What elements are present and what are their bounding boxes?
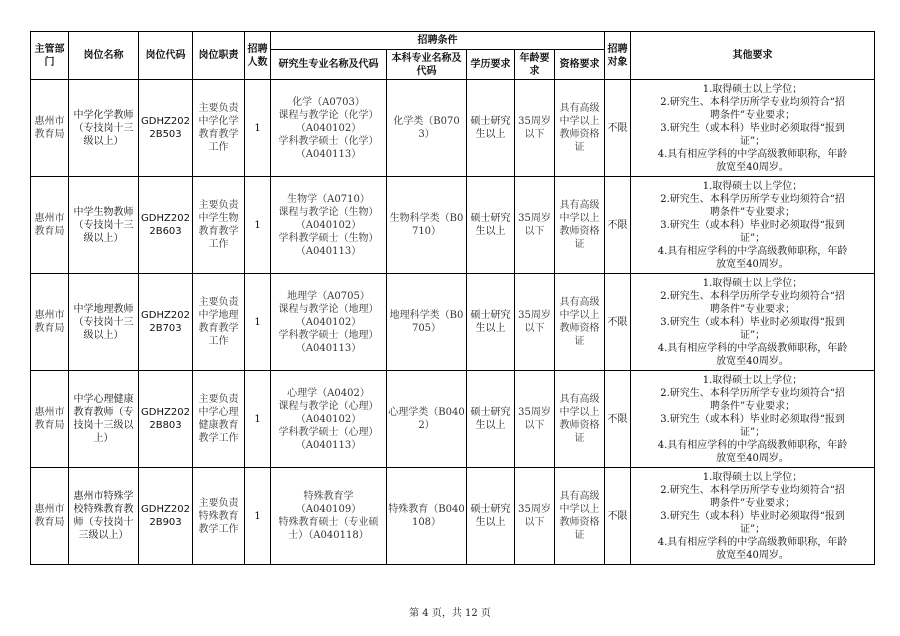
qualification-cell: 具有高级中学以上教师资格证 <box>555 468 605 565</box>
col-position-name-header: 岗位名称 <box>69 32 139 80</box>
col-qualification-header: 资格要求 <box>555 50 605 80</box>
cell-line: 士）（A040118） <box>288 530 369 541</box>
page-footer: 第 4 页，共 12 页 <box>409 608 491 619</box>
education-cell: 硕士研究生以上 <box>467 371 515 468</box>
col-other-header: 其他要求 <box>631 32 875 80</box>
cell-line: 聘条件”专业要求； <box>709 400 796 412</box>
qualification-cell: 具有高级中学以上教师资格证 <box>555 274 605 371</box>
count-cell: 1 <box>245 371 271 468</box>
cell-line: 证”； <box>739 426 766 438</box>
age-cell: 35周岁以下 <box>515 274 555 371</box>
position-name-cell: 惠州市特殊学校特殊教育教师（专技岗十三级以上） <box>69 468 139 565</box>
cell-line: 证”； <box>739 135 766 147</box>
cell-line: 2.研究生、本科学历所学专业均须符合“招 <box>660 193 845 205</box>
target-cell: 不限 <box>605 80 631 177</box>
cell-line: （A040102） <box>295 122 362 134</box>
cell-line: 1.取得硕士以上学位； <box>702 180 803 192</box>
position-code-cell: GDHZ2022B803 <box>139 371 193 468</box>
cell-line: 4.具有相应学科的中学高级教师职称，年龄 <box>657 536 848 548</box>
col-education-header: 学历要求 <box>467 50 515 80</box>
cell-line: 特殊教育硕士（专业硕 <box>278 517 379 528</box>
cell-line: 聘条件”专业要求； <box>709 109 796 121</box>
table-row <box>31 177 875 274</box>
cell-line: 3.研究生（或本科）毕业时必须取得“报到 <box>660 413 845 425</box>
table-row <box>31 80 875 177</box>
cell-line: 证”； <box>739 523 766 535</box>
cell-line: 生物学（A0710） <box>287 193 370 205</box>
cell-line: 课程与教学论（地理） <box>278 303 379 315</box>
target-cell: 不限 <box>605 274 631 371</box>
grad-major-cell <box>271 371 387 468</box>
cell-line: 1.取得硕士以上学位； <box>702 277 803 289</box>
qualification-cell: 具有高级中学以上教师资格证 <box>555 177 605 274</box>
education-cell: 硕士研究生以上 <box>467 80 515 177</box>
cell-line: 2.研究生、本科学历所学专业均须符合“招 <box>660 484 845 496</box>
table-header <box>31 32 875 80</box>
cell-line: 4.具有相应学科的中学高级教师职称，年龄 <box>657 439 848 451</box>
cell-line: 心理学（A0402） <box>287 387 370 399</box>
duties-cell: 主要负责中学地理教育教学工作 <box>193 274 245 371</box>
col-grad-major-header: 研究生专业名称及代码 <box>271 50 387 80</box>
position-code-cell: GDHZ2022B603 <box>139 177 193 274</box>
cell-line: （A040102） <box>295 316 362 328</box>
cell-line: （A040113） <box>295 342 362 354</box>
dept-cell: 惠州市教育局 <box>31 274 69 371</box>
cell-line: 2.研究生、本科学历所学专业均须符合“招 <box>660 96 845 108</box>
target-cell: 不限 <box>605 177 631 274</box>
cell-line: 1.取得硕士以上学位； <box>702 471 803 483</box>
age-cell: 35周岁以下 <box>515 177 555 274</box>
dept-cell: 惠州市教育局 <box>31 371 69 468</box>
cell-line: 3.研究生（或本科）毕业时必须取得“报到 <box>660 510 845 522</box>
col-undergrad-major-header: 本科专业名称及代码 <box>387 50 467 80</box>
dept-cell: 惠州市教育局 <box>31 177 69 274</box>
cell-line: 放宽至40周岁。 <box>716 452 789 464</box>
cell-line: 放宽至40周岁。 <box>716 549 789 561</box>
position-code-cell: GDHZ2022B703 <box>139 274 193 371</box>
undergrad-major-cell: 心理学类（B0402） <box>387 371 467 468</box>
undergrad-major-cell: 特殊教育（B040108） <box>387 468 467 565</box>
cell-line: 4.具有相应学科的中学高级教师职称，年龄 <box>657 342 848 354</box>
other-requirements-cell <box>631 80 875 177</box>
cell-line: （A040102） <box>295 219 362 231</box>
table-row <box>31 468 875 565</box>
count-cell: 1 <box>245 177 271 274</box>
cell-line: 2.研究生、本科学历所学专业均须符合“招 <box>660 290 845 302</box>
other-requirements-cell <box>631 177 875 274</box>
position-name-cell: 中学心理健康教育教师（专技岗十三级以上） <box>69 371 139 468</box>
position-name-cell: 中学地理教师（专技岗十三级以上） <box>69 274 139 371</box>
col-position-code-header: 岗位代码 <box>139 32 193 80</box>
col-target-header: 招聘对象 <box>605 32 631 80</box>
undergrad-major-cell: 生物科学类（B0710） <box>387 177 467 274</box>
cell-line: （A040113） <box>295 148 362 160</box>
cell-line: 放宽至40周岁。 <box>716 355 789 367</box>
age-cell: 35周岁以下 <box>515 371 555 468</box>
cell-line: 1.取得硕士以上学位； <box>702 83 803 95</box>
target-cell: 不限 <box>605 468 631 565</box>
cell-line: 课程与教学论（化学） <box>278 109 379 121</box>
cell-line: 4.具有相应学科的中学高级教师职称，年龄 <box>657 245 848 257</box>
education-cell: 硕士研究生以上 <box>467 274 515 371</box>
count-cell: 1 <box>245 468 271 565</box>
count-cell: 1 <box>245 80 271 177</box>
education-cell: 硕士研究生以上 <box>467 468 515 565</box>
dept-cell: 惠州市教育局 <box>31 80 69 177</box>
undergrad-major-cell: 化学类（B0703） <box>387 80 467 177</box>
position-code-cell: GDHZ2022B503 <box>139 80 193 177</box>
recruitment-table <box>30 31 875 565</box>
cell-line: 3.研究生（或本科）毕业时必须取得“报到 <box>660 316 845 328</box>
table-row <box>31 274 875 371</box>
col-dept-header: 主管部门 <box>31 32 69 80</box>
education-cell: 硕士研究生以上 <box>467 177 515 274</box>
qualification-cell: 具有高级中学以上教师资格证 <box>555 371 605 468</box>
age-cell: 35周岁以下 <box>515 80 555 177</box>
duties-cell: 主要负责中学化学教育教学工作 <box>193 80 245 177</box>
duties-cell: 主要负责中学生物教育教学工作 <box>193 177 245 274</box>
col-age-header: 年龄要求 <box>515 50 555 80</box>
cell-line: 学科教学硕士（化学） <box>278 135 379 147</box>
cell-line: 课程与教学论（生物） <box>278 206 379 218</box>
cell-line: 3.研究生（或本科）毕业时必须取得“报到 <box>660 122 845 134</box>
cell-line: （A040113） <box>295 439 362 451</box>
grad-major-cell <box>271 274 387 371</box>
position-code-cell: GDHZ2022B903 <box>139 468 193 565</box>
position-name-cell: 中学化学教师（专技岗十三级以上） <box>69 80 139 177</box>
cell-line: 放宽至40周岁。 <box>716 161 789 173</box>
cell-line: （A040113） <box>295 245 362 257</box>
qualification-cell: 具有高级中学以上教师资格证 <box>555 80 605 177</box>
cell-line: 聘条件”专业要求； <box>709 206 796 218</box>
cell-line: （A040109） <box>295 504 362 515</box>
other-requirements-cell <box>631 371 875 468</box>
cell-line: 学科教学硕士（地理） <box>278 329 379 341</box>
undergrad-major-cell: 地理科学类（B0705） <box>387 274 467 371</box>
cell-line: 化学（A0703） <box>292 96 365 108</box>
conditions-group-header: 招聘条件 <box>271 32 605 50</box>
grad-major-cell <box>271 177 387 274</box>
col-duties-header: 岗位职责 <box>193 32 245 80</box>
grad-major-cell <box>271 80 387 177</box>
duties-cell: 主要负责中学心理健康教育教学工作 <box>193 371 245 468</box>
dept-cell: 惠州市教育局 <box>31 468 69 565</box>
cell-line: 课程与教学论（心理） <box>278 400 379 412</box>
count-cell: 1 <box>245 274 271 371</box>
cell-line: 学科教学硕士（生物） <box>278 232 379 244</box>
table-row <box>31 371 875 468</box>
target-cell: 不限 <box>605 371 631 468</box>
cell-line: 聘条件”专业要求； <box>709 497 796 509</box>
cell-line: 证”； <box>739 329 766 341</box>
other-requirements-cell <box>631 274 875 371</box>
cell-line: （A040102） <box>295 413 362 425</box>
cell-line: 证”； <box>739 232 766 244</box>
duties-cell: 主要负责特殊教育教学工作 <box>193 468 245 565</box>
cell-line: 特殊教育学 <box>303 491 354 502</box>
cell-line: 聘条件”专业要求； <box>709 303 796 315</box>
cell-line: 3.研究生（或本科）毕业时必须取得“报到 <box>660 219 845 231</box>
cell-line: 学科教学硕士（心理） <box>278 426 379 438</box>
cell-line: 2.研究生、本科学历所学专业均须符合“招 <box>660 387 845 399</box>
cell-line: 1.取得硕士以上学位； <box>702 374 803 386</box>
grad-major-cell <box>271 468 387 565</box>
cell-line: 地理学（A0705） <box>287 290 370 302</box>
table-body <box>31 80 875 565</box>
position-name-cell: 中学生物教师（专技岗十三级以上） <box>69 177 139 274</box>
age-cell: 35周岁以下 <box>515 468 555 565</box>
col-count-header: 招聘人数 <box>245 32 271 80</box>
other-requirements-cell <box>631 468 875 565</box>
cell-line: 4.具有相应学科的中学高级教师职称，年龄 <box>657 148 848 160</box>
cell-line: 放宽至40周岁。 <box>716 258 789 270</box>
